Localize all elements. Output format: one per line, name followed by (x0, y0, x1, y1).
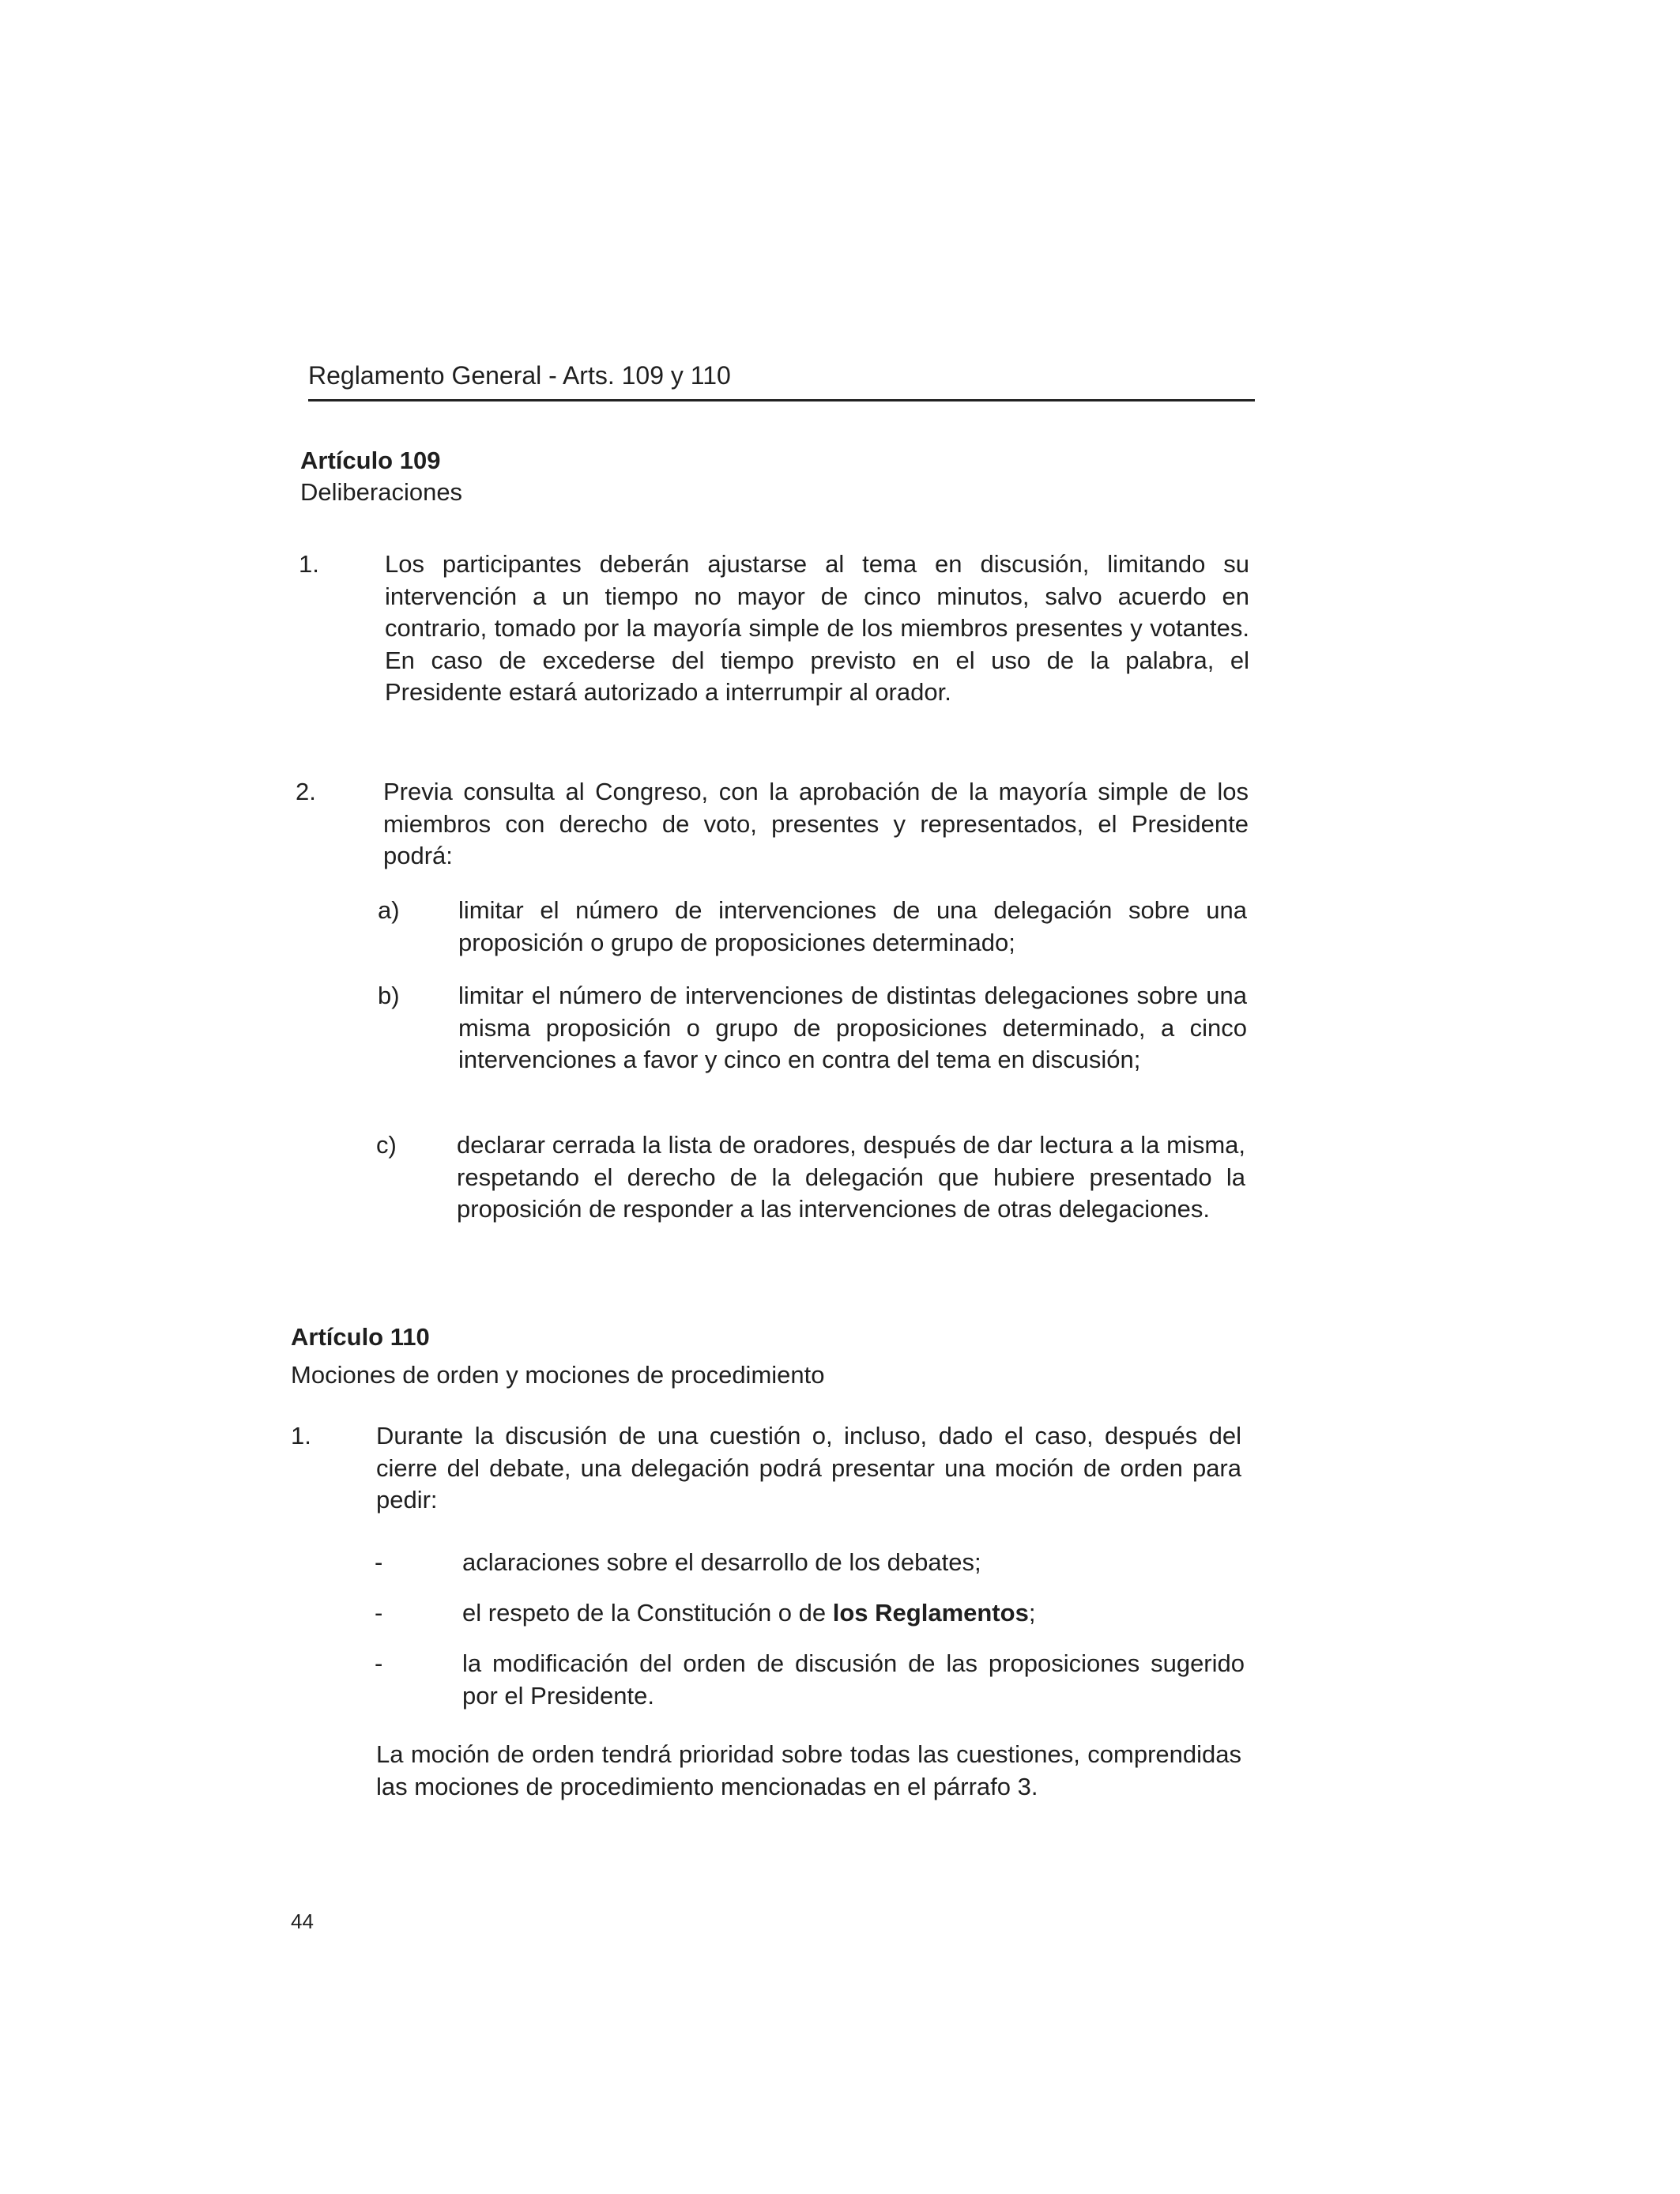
article-109-subtitle: Deliberaciones (300, 478, 463, 506)
article-109-item-1-text: Los participantes deberán ajustarse al tema en discusión, limitando su intervención a un tiempo no mayor de cinco minutos, salvo acuerdo en contrario, tomado por la mayoría simple de los miembros presentes y votantes. En caso de excederse del tiempo previsto en el uso de la palabra, el Presidente estará autorizado a interrumpir al orador. (385, 550, 1249, 706)
article-110-title: Artículo 110 (291, 1323, 430, 1351)
article-110-item-1-text: Durante la discusión de una cuestión o, incluso, dado el caso, después del cierre del debate, una delegación podrá presentar una moción de orden para pedir: (376, 1422, 1241, 1514)
article-109-subitem-a-text: limitar el número de intervenciones de una delegación sobre una proposición o grupo de proposiciones determinado; (458, 896, 1247, 956)
article-109-item-2-text: Previa consulta al Congreso, con la aprobación de la mayoría simple de los miembros con derecho de voto, presentes y representados, el Presidente podrá: (383, 778, 1249, 869)
article-110-bullet-2-dash: - (375, 1599, 383, 1627)
article-109-subitem-b-label: b) (378, 982, 400, 1009)
article-109-title: Artículo 109 (300, 447, 441, 474)
article-110-bullet-3-text: la modificación del orden de discusión de las proposiciones sugerido por el Presidente. (462, 1649, 1245, 1710)
article-109-subitem-c-label: c) (376, 1131, 397, 1159)
running-header: Reglamento General - Arts. 109 y 110 (308, 360, 1255, 401)
article-110-bullet-2-text (462, 1597, 1245, 1630)
bullet-2-text-post: ; (1028, 1599, 1036, 1627)
article-109-item-1-number: 1. (299, 550, 319, 578)
article-110-bullet-1-dash: - (375, 1548, 383, 1576)
page-number: 44 (291, 1909, 314, 1933)
bullet-2-text-pre: el respeto de la Constitución o de (462, 1599, 833, 1627)
article-109-subitem-c-text: declarar cerrada la lista de oradores, después de dar lectura a la misma, respetando el derecho de la delegación que hubiere presentado la proposición de responder a las intervenciones de otras delegaciones. (457, 1131, 1245, 1223)
article-110-subtitle: Mociones de orden y mociones de procedimiento (291, 1361, 825, 1389)
bullet-2-text-bold: los Reglamentos (832, 1599, 1029, 1627)
article-109-subitem-b-text: limitar el número de intervenciones de distintas delegaciones sobre una misma proposición o grupo de proposiciones determinado, a cinco intervenciones a favor y cinco en contra del tema en discusión; (458, 982, 1247, 1073)
article-110-bullet-3-dash: - (375, 1649, 383, 1677)
article-110-bullet-1-text: aclaraciones sobre el desarrollo de los debates; (462, 1548, 981, 1576)
article-109-subitem-a-label: a) (378, 896, 400, 924)
article-109-item-2-number: 2. (296, 778, 316, 805)
article-110-item-1-number: 1. (291, 1422, 311, 1449)
article-110-closing-paragraph: La moción de orden tendrá prioridad sobre todas las cuestiones, comprendidas las mociones de procedimiento mencionadas en el párrafo 3. (376, 1740, 1241, 1800)
